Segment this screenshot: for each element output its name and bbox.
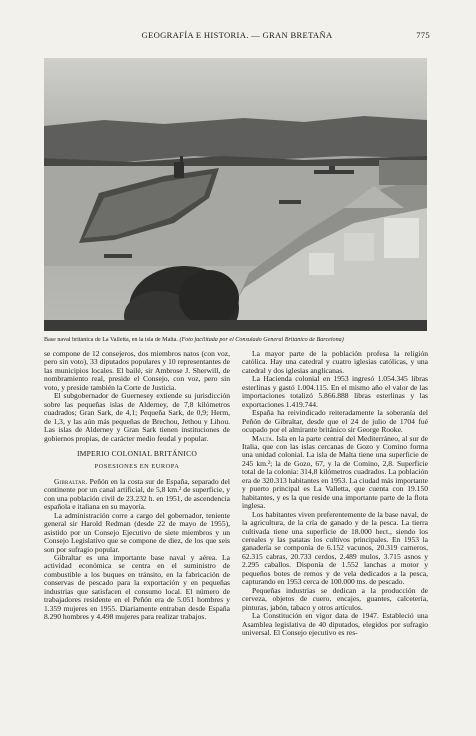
paragraph-malta xyxy=(242,435,428,511)
caption-main: Base naval británica de La Valletta, en la isla de Malta. xyxy=(44,337,178,343)
paragraph: La Constitución en vigor data de 1947. Estableció una Asamblea legislativa de 40 diputados, elegidos por sufragio universal. El Consejo ejecutivo es res- xyxy=(242,611,428,637)
caption-credit: (Foto facilitada por el Consulado General Británico de Barcelona) xyxy=(179,337,344,343)
paragraph: El subgobernador de Guernesey extiende su jurisdicción sobre las pequeñas islas de Alderney, de 7,8 kilómetros cuadrados; Gran Sark, de 4,1; Pequeña Sark, de 0,9; Herm, de 1,3, y las aún más pequeñas de Brechou, Jethou y Lihou. Las islas de Alderney y Gran Sark tienen instituciones de gobiernos propias, de carácter medio feudal y popular. xyxy=(44,391,230,443)
header-title: GEOGRAFÍA E HISTORIA. — GRAN BRETAÑA xyxy=(141,30,333,40)
running-header xyxy=(44,30,430,44)
section-title: IMPERIO COLONIAL BRITÁNICO xyxy=(76,448,198,458)
photo-caption xyxy=(44,337,434,343)
harbor-photo xyxy=(44,58,427,331)
gibraltar-label: Gibraltar. xyxy=(54,476,88,486)
paragraph: España ha reivindicado reiteradamente la soberanía del Peñón de Gibraltar, desde que el 24 de julio de 1704 fué ocupado por el almirante británico sir George Rooke. xyxy=(242,408,428,435)
malta-label: Malta. xyxy=(252,433,275,443)
paragraph: La mayor parte de la población profesa la religión católica. Hay una catedral y cuatro iglesias católicas, y una catedral y dos iglesias anglicanas. xyxy=(242,349,428,375)
paragraph: Pequeñas industrias se dedican a la producción de cerveza, objetos de cuero, encajes, guantes, calcetería, pinturas, jabón, tabaco y otros artículos. xyxy=(242,585,428,612)
paragraph: Los habitantes viven preferentemente de la base naval, de la agricultura, de la cría de ganado y de la pesca. La tierra cultivada tiene una superficie de 18.000 hect., siendo los cereales y las patatas los cultivos principales. En 1953 la ganadería se componía de 6.152 vacunos, 20.319 carneros, 62.315 cabras, 20.733 cerdos, 2.489 mulos, 3.715 asnos y 2.295 caballos. Disponía de 1.552 lanchas a motor y pequeños botes de remos y de vela dedicados a la pesca, capturando en 1953 cerca de 100.000 tns. de pescado. xyxy=(242,509,428,587)
paragraph: Gibraltar es una importante base naval y aérea. La actividad económica se centra en el suministro de combustible a los buques en tránsito, en la fabricación de conservas de pescado para la exportación y en pequeñas industrias que satisfacen el consumo local. El número de trabajadores residente en el Peñón era de 5.051 hombres y 1.359 mujeres en 1955. Diariamente entraban desde España 8.290 hombres y 4.498 mujeres para realizar trabajos. xyxy=(44,552,230,622)
paragraph-text: Isla en la parte central del Mediterráneo, al sur de Italia, que con las islas cercanas de Gozo y Comino forma una unidad colonial. La isla de Malta tiene una superficie de 245 km.²; la de Gozo, 67, y la de Comino, 2,8. Superficie total de la colonia: 314,8 kilómetros cuadrados. La población era de 320.313 habitantes en 1953. La ciudad más importante y puerto principal es La Valletta, que cuenta con 19.150 habitantes, y es la que reside una importante parte de la flota inglesa. xyxy=(242,433,428,511)
page-number: 775 xyxy=(416,30,430,40)
paragraph: La Hacienda colonial en 1953 ingresó 1.054.345 libras esterlinas y gastó 1.004.115. En el mismo año el valor de las importaciones totalizó 5.866.888 libras esterlinas y las exportaciones 1.419.744. xyxy=(242,374,428,409)
subsection-title: POSESIONES EN EUROPA xyxy=(94,463,180,471)
right-column xyxy=(242,350,428,637)
paragraph: La administración corre a cargo del gobernador, teniente general sir Harold Redman (desde 22 de mayo de 1955), asistido por un Consejo Ejecutivo de siete miembros y un Consejo Legislativo que se compone de diez, de los que seis son por sufragio popular. xyxy=(44,510,230,554)
paragraph: se compone de 12 consejeros, dos miembros natos (con voz, pero sin voto), 33 diputados populares y 10 representantes de las municipios locales. El bailé, sir Ambrose J. Sherwill, de nombramiento real, preside el Consejo, con voz, pero sin voto, y preside también la Corte de Justicia. xyxy=(44,349,230,392)
paragraph-gibraltar xyxy=(44,478,230,512)
harbor-photo-illustration xyxy=(44,58,427,331)
left-column xyxy=(44,350,230,622)
paragraph-text: Peñón en la costa sur de España, separado del continente por un canal artificial, de 5,8 km.² de superficie, y con una población civil de 23.232 h. en 1951, de ascendencia española e italiana en su mayoría. xyxy=(44,476,230,512)
